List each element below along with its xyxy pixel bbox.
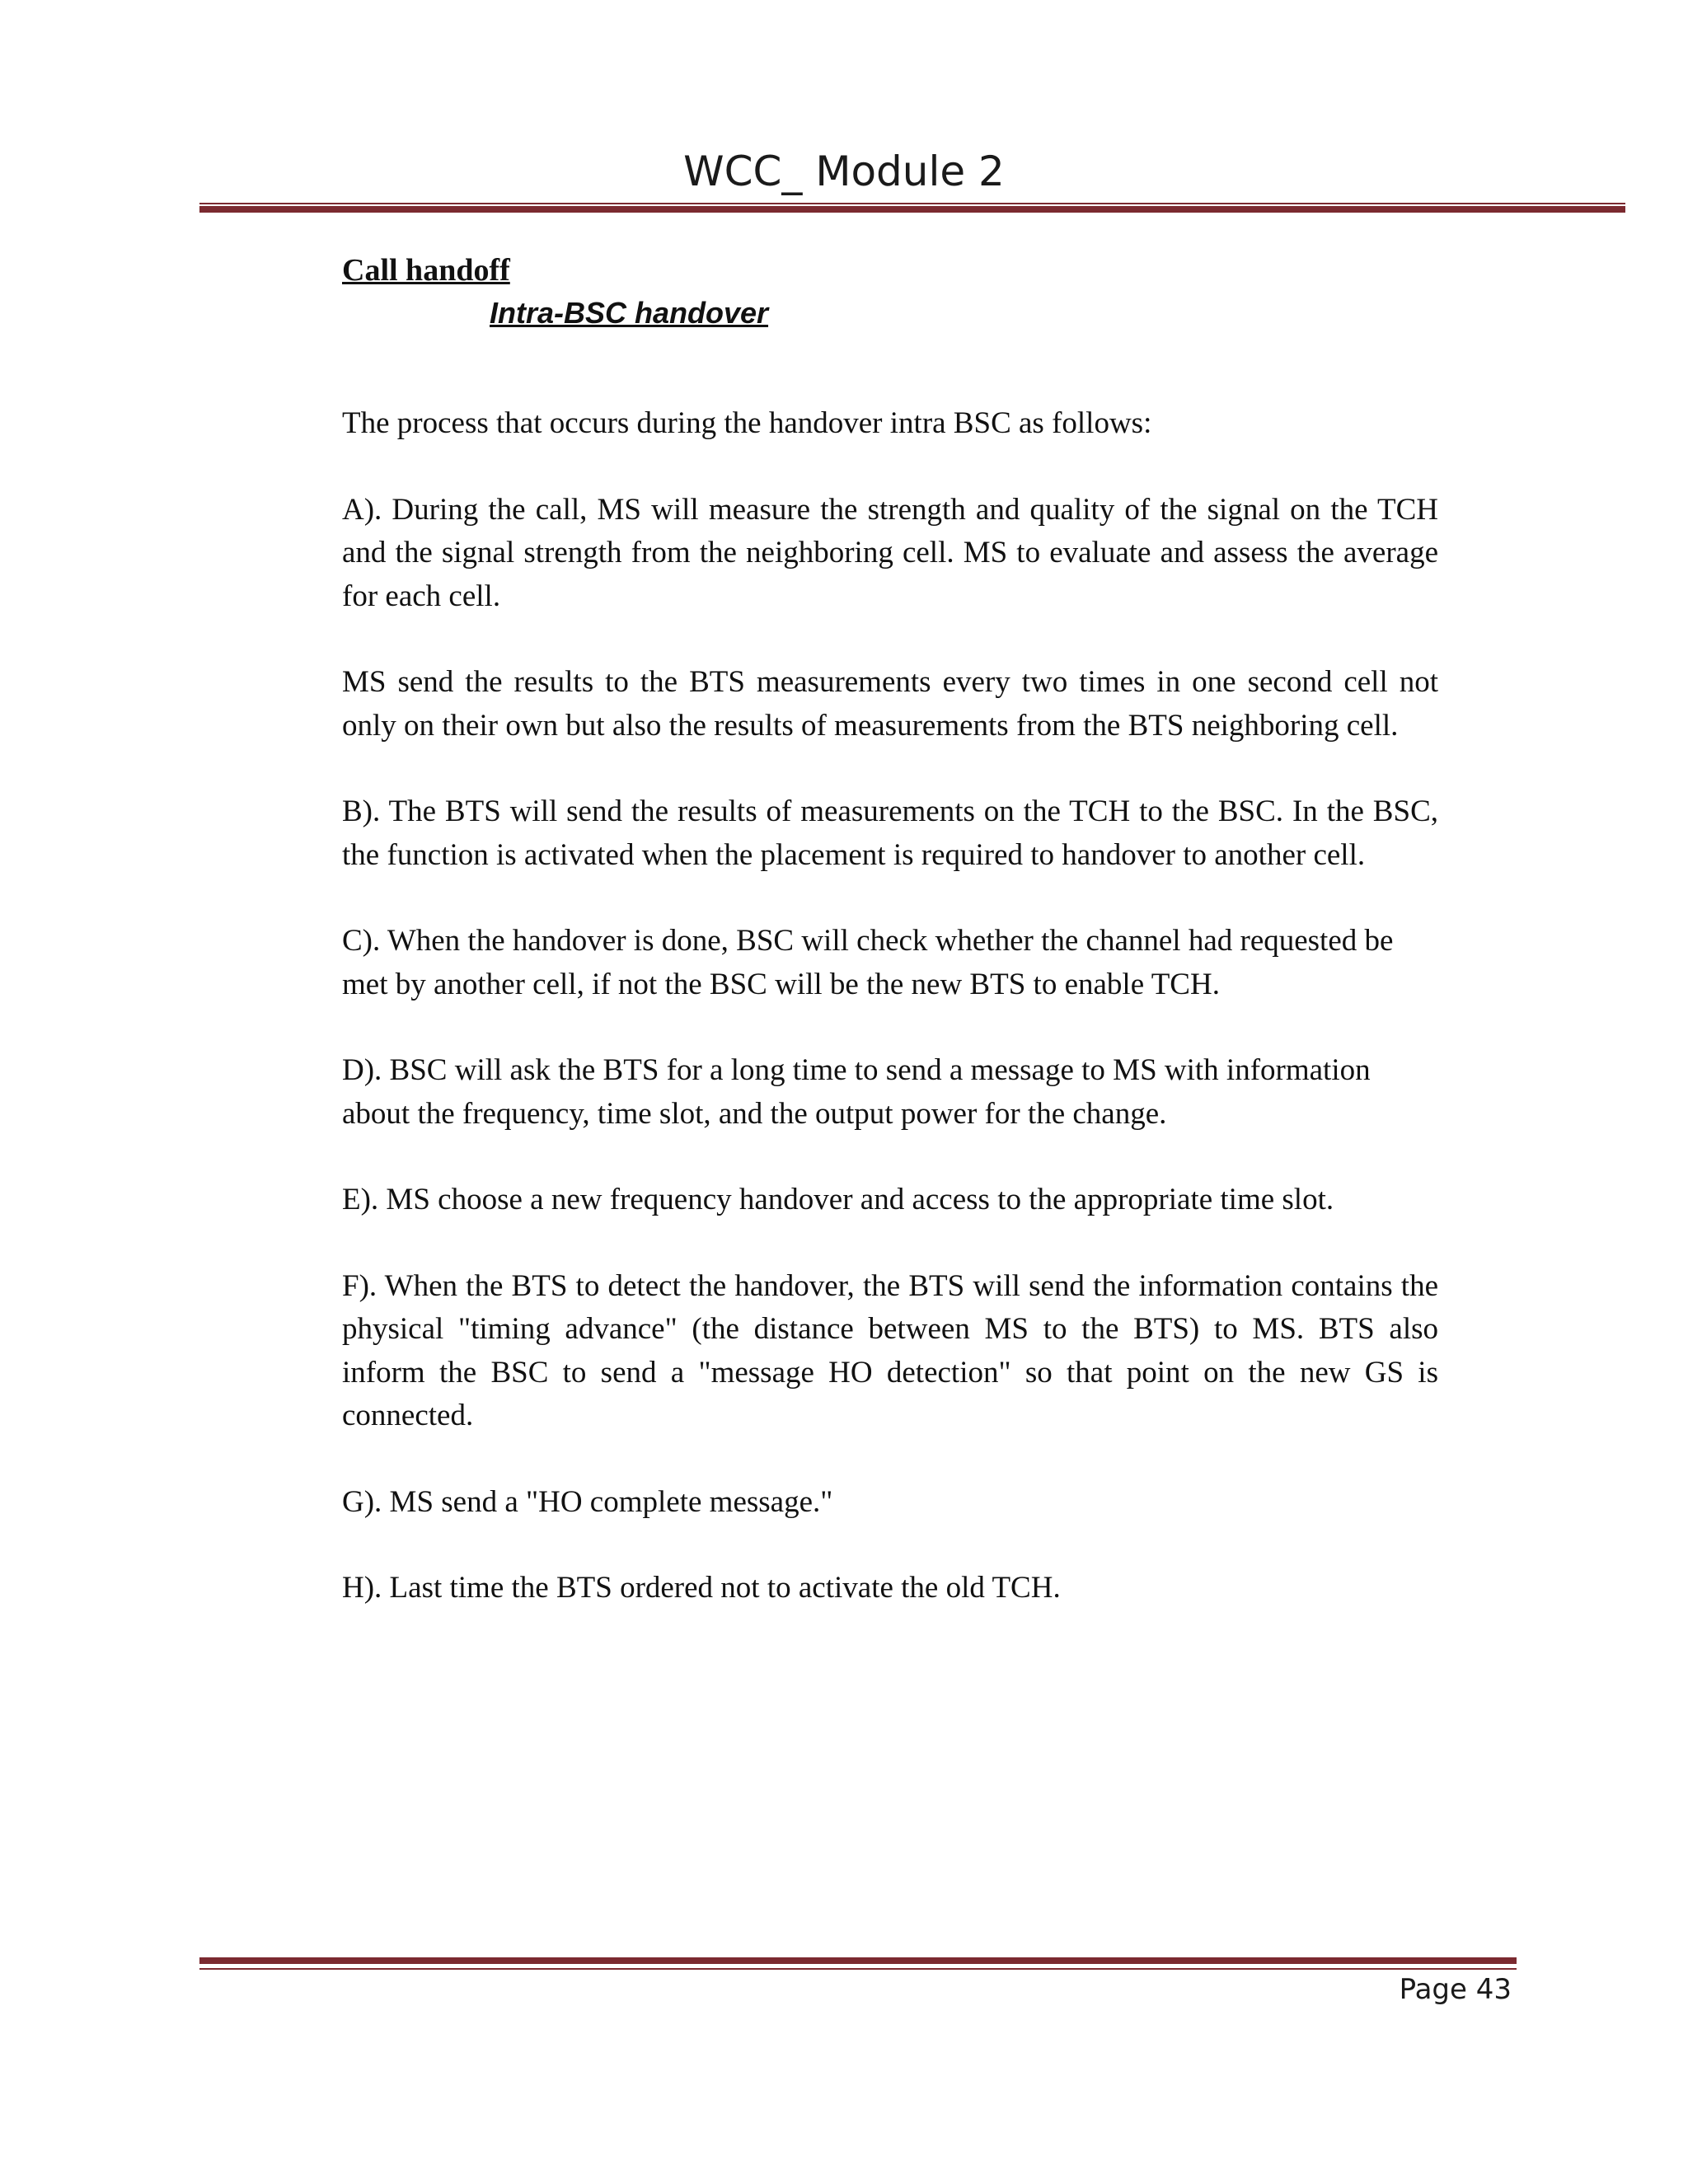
paragraph-b: B). The BTS will send the results of measurements on the TCH to the BSC. In the BSC, the function is activated when the placement is required to handover to another cell. — [342, 794, 1438, 872]
paragraph-d: D). BSC will ask the BTS for a long time to send a message to MS with information about the frequency, time slot, and the output power for the change. — [342, 1053, 1371, 1131]
paragraph-f: F). When the BTS to detect the handover, the BTS will send the information contains the physical "timing advance" (the distance between MS to the BTS) to MS. BTS also inform the BSC to send a "message HO detection" so that point on the new GS is connected. — [342, 1268, 1438, 1432]
page-number: Page 43 — [1399, 1973, 1512, 2006]
header-rule-thin — [199, 203, 1625, 204]
paragraph-e: E). MS choose a new frequency handover and access to the appropriate time slot. — [342, 1183, 1334, 1216]
paragraph-a-continued: MS send the results to the BTS measurements every two times in one second cell not only on their own but also the results of measurements from the BTS neighboring cell. — [342, 665, 1438, 743]
body-text — [342, 402, 1438, 1653]
paragraph-g: G). MS send a "HO complete message." — [342, 1484, 833, 1519]
paragraph-c: C). When the handover is done, BSC will check whether the channel had requested be met by another cell, if not the BSC will be the new BTS to enable TCH. — [342, 924, 1394, 1001]
paragraph-h: H). Last time the BTS ordered not to activate the old TCH. — [342, 1571, 1061, 1605]
footer-rule-thin — [199, 1968, 1517, 1970]
footer-rule — [199, 1957, 1517, 1964]
subsection-title: Intra-BSC handover — [490, 296, 769, 330]
paragraph-intro: The process that occurs during the handover intra BSC as follows: — [342, 406, 1152, 440]
header-rule — [199, 206, 1625, 213]
section-title: Call handoff — [342, 253, 510, 288]
page-header-title: WCC_ Module 2 — [683, 148, 1005, 195]
paragraph-a: A). During the call, MS will measure the strength and quality of the signal on the TCH and the signal strength from the neighboring cell. MS to evaluate and assess the average for each cell. — [342, 492, 1438, 613]
